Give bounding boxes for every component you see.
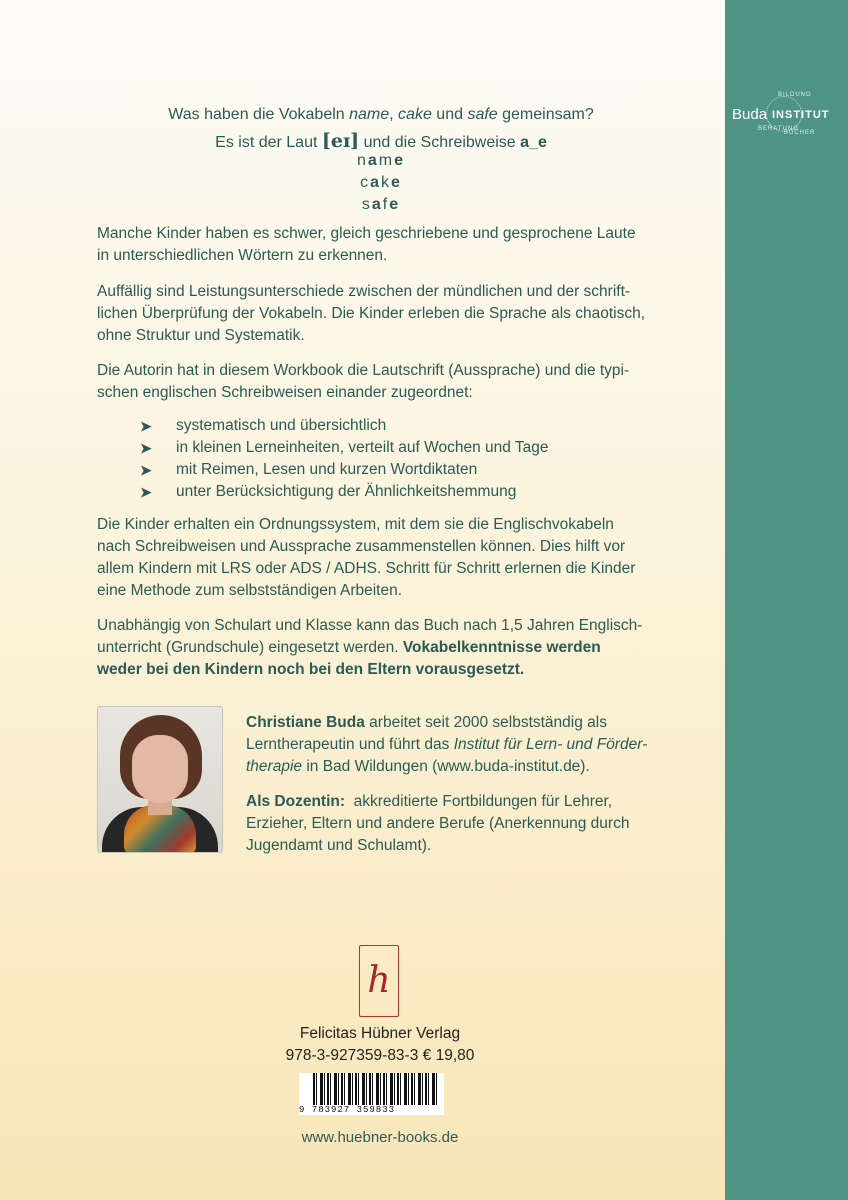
example-word [97,152,665,170]
logo-ring-left: BERATUNG [758,126,799,132]
publisher-logo-letter: h [367,960,391,1001]
intro-text: , [389,106,399,123]
list-item-text: unter Berücksichtigung der Ähnlichkeitshemmung [176,483,517,500]
letter-highlight: a [367,152,379,169]
list-item-text: mit Reimen, Lesen und kurzen Wortdiktaten [176,461,478,478]
intro-word-name: name [349,106,390,123]
letter: n [356,152,368,169]
author-bio [246,712,671,778]
paragraph-4 [97,514,667,602]
intro-question [97,106,665,124]
text-line: Auffällig sind Leistungsunterschiede zwischen der mündlichen und der schrift- [97,283,631,300]
text-line: lichen Überprüfung der Vokabeln. Die Kinder erleben die Sprache als chaotisch, [97,305,646,322]
price: € 19,80 [422,1047,475,1064]
text-line: Die Autorin hat in diesem Workbook die Lautschrift (Aussprache) und die typi- [97,362,630,379]
author-role [246,791,671,857]
intro-answer [97,130,665,152]
text-span: akkreditierte Fortbildungen für Lehrer, [345,793,613,810]
chevron-right-icon: ➤ [140,418,152,434]
intro-text: Es ist der Laut [215,134,322,151]
institute-name: Institut für Lern- und Förder- [453,736,648,753]
letter-highlight: a [370,174,381,191]
author-photo [97,706,223,853]
letter-highlight: e [391,174,402,191]
barcode-digits: 9 783927 359833 [299,1105,396,1115]
list-item [140,415,670,437]
publisher-website: www.huebner-books.de [301,1129,459,1146]
ipa-symbol: [eɪ] [321,130,360,152]
letter-highlight: e [389,196,401,213]
example-word [97,196,665,214]
list-item [140,459,670,481]
text-span: in Bad Wildungen (www.buda-institut.de). [302,758,590,775]
text-span: Lerntherapeutin und führt das [246,736,454,753]
letter: k [381,174,391,191]
text-line [246,734,671,756]
letter-highlight: e [394,152,406,169]
text-span-bold: Vokabelkenntnisse werden [402,639,601,656]
letter: s [361,196,372,213]
chevron-right-icon: ➤ [140,462,152,478]
buda-institut-logo [726,92,846,144]
intro-text: und [431,106,468,123]
intro-word-safe: safe [467,106,498,123]
intro-text: Was haben die Vokabeln [168,106,350,123]
text-line: Erzieher, Eltern und andere Berufe (Anerkennung durch [246,815,630,832]
paragraph-1 [97,223,667,267]
text-line: Manche Kinder haben es schwer, gleich geschriebene und gesprochene Laute [97,225,636,242]
text-line: in unterschiedlichen Wörtern zu erkennen. [97,247,388,264]
publisher-logo [359,945,399,1017]
text-span: unterricht (Grundschule) eingesetzt werden. [97,639,403,656]
list-item [140,481,670,503]
text-line: nach Schreibweisen und Aussprache zusammenstellen können. Dies hilft vor [97,538,626,555]
isbn-price [282,1047,478,1065]
paragraph-5 [97,615,667,681]
intro-word-cake: cake [398,106,432,123]
sidebar-band [725,0,848,1200]
text-span: arbeitet seit 2000 selbstständig als [364,714,607,731]
letter: f [382,196,390,213]
list-item-text: systematisch und übersichtlich [176,417,387,434]
logo-ring-bottom: BÜCHER [784,130,816,136]
text-line [246,756,671,778]
isbn: 978-3-927359-83-3 [285,1047,419,1064]
barcode-bars [313,1073,439,1105]
text-line [97,637,667,659]
paragraph-3 [97,360,667,404]
chevron-right-icon: ➤ [140,484,152,500]
chevron-right-icon: ➤ [140,440,152,456]
spelling-pattern: a_e [520,134,547,151]
text-line [246,712,671,734]
barcode [299,1073,444,1115]
publisher-name: Felicitas Hübner Verlag [299,1025,461,1042]
letter-highlight: a [371,196,383,213]
text-line: Jugendamt und Schulamt). [246,837,432,854]
text-line: ohne Struktur und Systematik. [97,327,305,344]
text-line: Die Kinder erhalten ein Ordnungssystem, mit dem sie die Englischvokabeln [97,516,614,533]
photo-face [132,735,188,803]
list-item [140,437,670,459]
logo-institute: INSTITUT [772,109,830,121]
institute-name: therapie [246,758,303,775]
example-word [97,174,665,192]
logo-ring-top: BILDUNG [778,92,812,98]
author-name: Christiane Buda [246,714,365,731]
feature-list [140,415,670,503]
text-line: allem Kindern mit LRS oder ADS / ADHS. Schritt für Schritt erlernen die Kinder [97,560,636,577]
text-line: Unabhängig von Schulart und Klasse kann das Buch nach 1,5 Jahren Englisch- [97,617,643,634]
letter: c [360,174,371,191]
text-line-bold: weder bei den Kindern noch bei den Eltern vorausgesetzt. [97,661,525,678]
text-line [246,791,671,813]
text-line: schen englischen Schreibweisen einander zugeordnet: [97,384,473,401]
intro-text: und die Schreibweise [359,134,521,151]
text-line: eine Methode zum selbstständigen Arbeiten. [97,582,403,599]
paragraph-2 [97,281,667,347]
letter: m [378,152,395,169]
list-item-text: in kleinen Lerneinheiten, verteilt auf Wochen und Tage [176,439,549,456]
intro-text: gemeinsam? [497,106,594,123]
logo-word: Buda [732,106,768,123]
role-label: Als Dozentin: [246,793,346,810]
